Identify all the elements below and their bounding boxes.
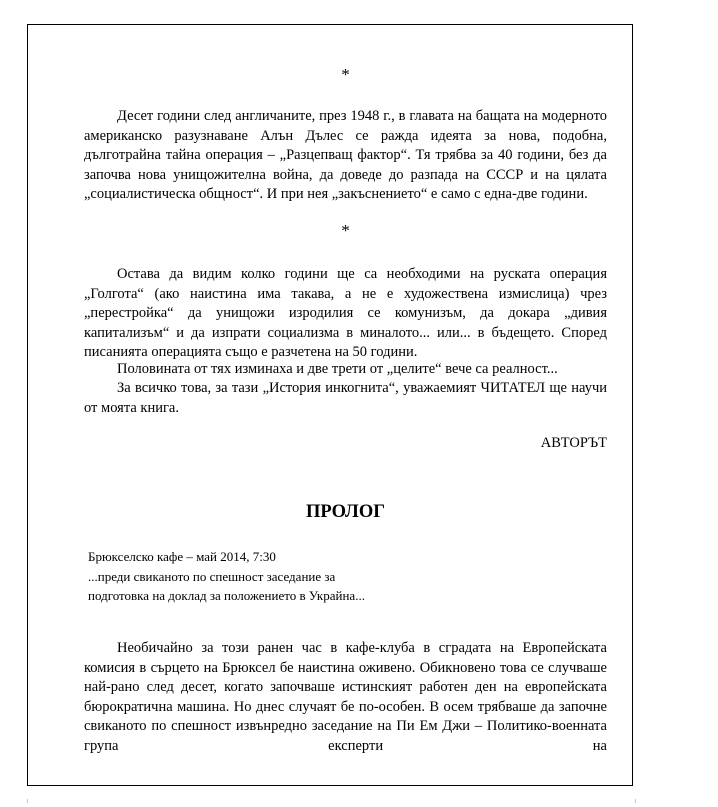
- page-corner-mark: [27, 799, 32, 803]
- author-signature: АВТОРЪТ: [540, 435, 607, 451]
- prologue-epigraph: [88, 547, 408, 606]
- section-separator-middle: *: [341, 221, 350, 240]
- paragraph-brussels-cafe: Необичайно за този ранен час в кафе-клуба в сградата на Европейската комисия в сърцето на Брюксел бе наистина оживено. Обикновено това се случваше най-рано след десет, когато започваше истинският работен ден на европейската бюрократична машина. Но днес случаят бе по-особен. В осем трябваше да започне свиканото по спешност извънредно заседание на Пи Ем Джи – Политико-военната група експерти на: [84, 640, 607, 754]
- epigraph-line: подготовка на доклад за положението в Украйна...: [88, 588, 365, 603]
- paragraph-intro: Десет години след англичаните, през 1948 г., в главата на бащата на модерното американско разузнаване Алън Дълес се ражда идеята за нова, подобна, дълготрайна тайна операция – „Разцепващ фактор“. Тя трябва за 40 години, без да започва нова унищожителна война, да доведе до разпада на СССР и на цялата „социалистическа общност“. И при нея „закъснението“ е само с една-две години.: [84, 108, 607, 202]
- paragraph-golgotha: Остава да видим колко години ще са необходими на руската операция „Голгота“ (ако наистина има такава, а не е художествена измислица) чрез „перестройка“ да унищожи изродилия се комунизъм, да докара „дивия капитализъм“ и да изпрати социализма в миналото... или... в бъдещето. Според писанията операцията също е разчетена на 50 години.: [84, 266, 607, 360]
- prologue-heading: ПРОЛОГ: [306, 502, 385, 522]
- section-separator-top: *: [341, 65, 350, 84]
- epigraph-line: ...преди свиканото по спешност заседание за: [88, 568, 336, 584]
- page-corner-mark: [631, 799, 636, 803]
- epigraph-place-time: Брюкселско кафе – май 2014, 7:30: [88, 549, 276, 564]
- paragraph-reader: За всичко това, за тази „История инкогнита“, уважаемият ЧИТАТЕЛ ще научи от моята книга.: [84, 380, 607, 416]
- document-page: [27, 24, 633, 786]
- paragraph-half-passed: Половината от тях изминаха и две трети от „целите“ вече са реалност...: [117, 361, 558, 377]
